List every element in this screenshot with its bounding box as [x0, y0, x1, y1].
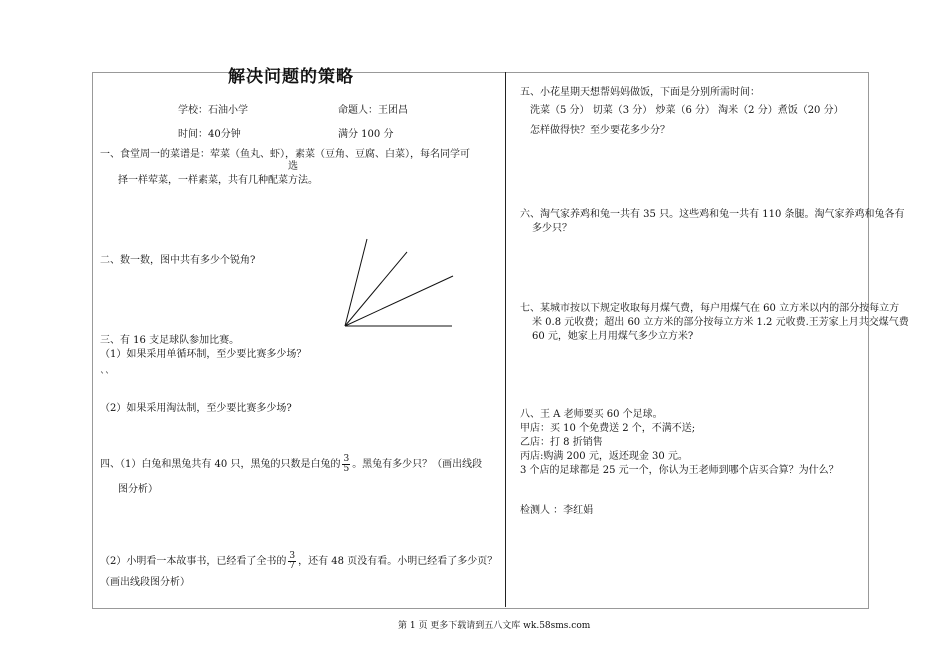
school-info: 学校：石油小学 [178, 105, 248, 116]
question-5-line1: 五、小花星期天想帮妈妈做饭，下面是分别所需时间： [520, 87, 760, 98]
column-divider [505, 72, 506, 607]
score-info: 满分 100 分 [338, 129, 394, 140]
fraction-denominator: 5 [343, 464, 350, 474]
page-footer: 第 1 页 更多下载请到五八文库 wk.58sms.com [398, 621, 591, 631]
question-4a-text-before: 四、（1）白兔和黑兔共有 40 只，黑兔的只数是白兔的 [100, 459, 341, 470]
question-8-line1: 八、王 A 老师要买 60 个足球。 [520, 409, 663, 420]
page-title: 解决问题的策略 [228, 67, 354, 87]
checker-info: 检测人 ：李红娟 [520, 505, 594, 516]
question-5-line3: 怎样做得快？至少要花多少分？ [530, 125, 670, 136]
question-8-line2: 甲店：买 10 个免费送 2 个，不满不送; [520, 423, 696, 434]
question-4a-text-after: 。黑兔有多少只？（画出线段 [352, 459, 483, 470]
question-3-sub2: （2）如果采用淘汰制，至少要比赛多少场? [100, 403, 292, 414]
question-3-line1: 三、有 16 支足球队参加比赛。 [100, 335, 240, 346]
question-8-line4: 丙店:购满 200 元，返还现金 30 元。 [520, 451, 688, 462]
question-4b-line2: （画出线段图分析） [100, 577, 190, 588]
question-3-sub1: （1）如果采用单循环制，至少要比赛多少场？ [100, 349, 307, 360]
time-info: 时间：40分钟 [178, 129, 241, 140]
question-4b-text-after: ，还有 48 页没有看。小明已经看了多少页？ [298, 556, 498, 567]
question-6-line2: 多少只？ [532, 223, 572, 234]
question-4b-text-before: （2）小明看一本故事书，已经看了全书的 [100, 556, 287, 567]
question-5-line2: 洗菜（5 分） 切菜（3 分） 炒菜（6 分） 淘米（2 分）煮饭（20 分） [530, 105, 844, 116]
question-1-line1: 一、食堂周一的菜谱是：荤菜（鱼丸、虾），素菜（豆角、豆腐、白菜），每名同学可 [100, 149, 470, 160]
question-4b-line1 [100, 552, 497, 571]
question-1-line2: 择一样荤菜，一样素菜，共有几种配菜方法。 [118, 175, 318, 186]
fraction-numerator: 3 [343, 454, 350, 464]
angle-diagram [330, 232, 460, 332]
question-4a-line2: 图分析） [118, 484, 158, 495]
question-7-line1: 七、某城市按以下规定收取每月煤气费，每户用煤气在 60 立方米以内的部分按每立方 [520, 303, 900, 314]
angle-ray-1 [345, 276, 453, 326]
question-4a-line1 [100, 455, 482, 474]
question-8-line3: 乙店：打 8 折销售 [520, 437, 603, 448]
fraction-3-7 [288, 552, 296, 571]
question-7-line3: 60 元，她家上月用煤气多少立方米? [532, 331, 694, 342]
question-1-wrap: 选 [288, 161, 298, 172]
question-2: 二、数一数，图中共有多少个锐角? [100, 255, 256, 266]
author-info: 命题人：王团昌 [338, 105, 408, 116]
fraction-numerator: 3 [289, 551, 296, 561]
question-8-line5: 3 个店的足球都是 25 元一个，你认为王老师到哪个店买合算？为什么？ [520, 465, 839, 476]
fraction-denominator: 7 [289, 561, 296, 571]
question-6-line1: 六、淘气家养鸡和兔一共有 35 只。这些鸡和兔一共有 110 条腿。淘气家养鸡和兔各有 [520, 209, 905, 220]
question-3-mark: `` [100, 372, 110, 383]
fraction-3-5 [342, 455, 350, 474]
question-7-line2: 米 0.8 元收费；超出 60 立方米的部分按每立方米 1.2 元收费.王芳家上月共交煤气费 [532, 317, 909, 328]
